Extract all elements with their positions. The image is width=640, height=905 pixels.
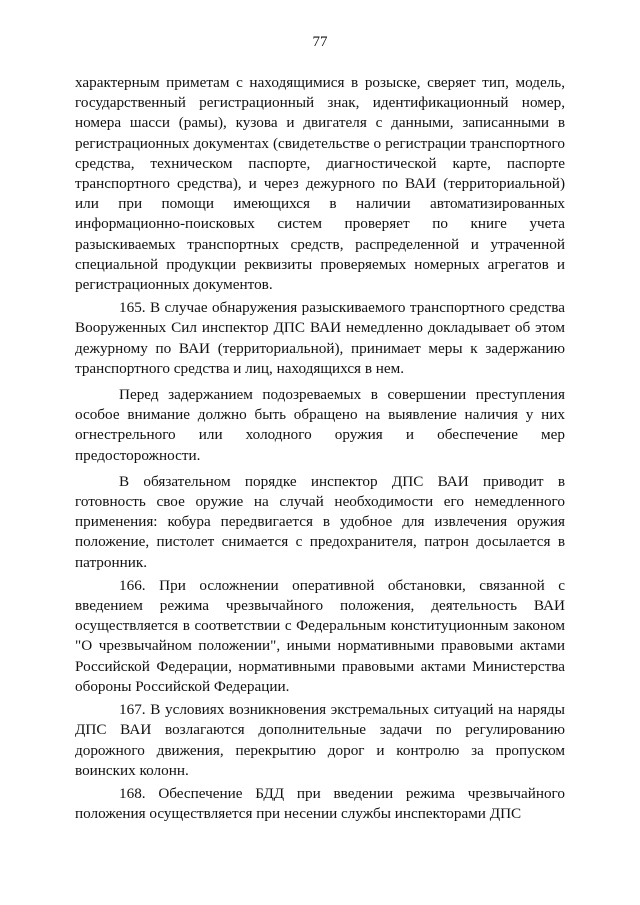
paragraph-167: 167. В условиях возникновения экстремальных ситуаций на наряды ДПС ВАИ возлагаются дополнительные задачи по регулированию дорожного движения, перекрытию дорог и контролю за пропуском воинских колонн. [75,701,565,779]
paragraph-suspects-detention: Перед задержанием подозреваемых в совершении преступления особое внимание должно быть обращено на выявление наличия у них огнестрельного или холодного оружия и обеспечение мер предосторожности. [75,386,565,464]
document-body [75,73,565,827]
page-number: 77 [312,34,328,50]
paragraph-166: 166. При осложнении оперативной обстановки, связанной с введением режима чрезвычайного положения, деятельность ВАИ осуществляется в соответствии с Федеральным конституционным законом "О чрезвычайном положении", иными нормативными правовыми актами Российской Федерации, нормативными правовыми актами Министерства обороны Российской Федерации. [75,576,565,695]
paragraph-continuation: характерным приметам с находящимися в розыске, сверяет тип, модель, государственный регистрационный знак, идентификационный номер, номера шасси (рамы), кузова и двигателя с данными, записанными в регистрационных документах (свидетельстве о регистрации транспортного средства, техническом паспорте, диагностической карте, паспорте транспортного средства), и через дежурного по ВАИ (территориальной) или при помощи имеющихся в наличии автоматизированных информационно-поисковых систем проверяет по книге учета разыскиваемых транспортных средств, распределенной и утраченной специальной продукции реквизиты проверяемых номерных агрегатов и регистрационных документов. [75,74,565,294]
paragraph-168: 168. Обеспечение БДД при введении режима чрезвычайного положения осуществляется при несении службы инспекторами ДПС [75,784,565,823]
paragraph-165: 165. В случае обнаружения разыскиваемого транспортного средства Вооруженных Сил инспектор ДПС ВАИ немедленно докладывает об этом дежурному по ВАИ (территориальной), принимает меры к задержанию транспортного средства и лиц, находящихся в нем. [75,299,565,377]
paragraph-weapon-readiness: В обязательном порядке инспектор ДПС ВАИ приводит в готовность свое оружие на случай необходимости его немедленного применения: кобура передвигается в удобное для извлечения оружия положение, пистолет снимается с предохранителя, патрон досылается в патронник. [75,472,565,571]
